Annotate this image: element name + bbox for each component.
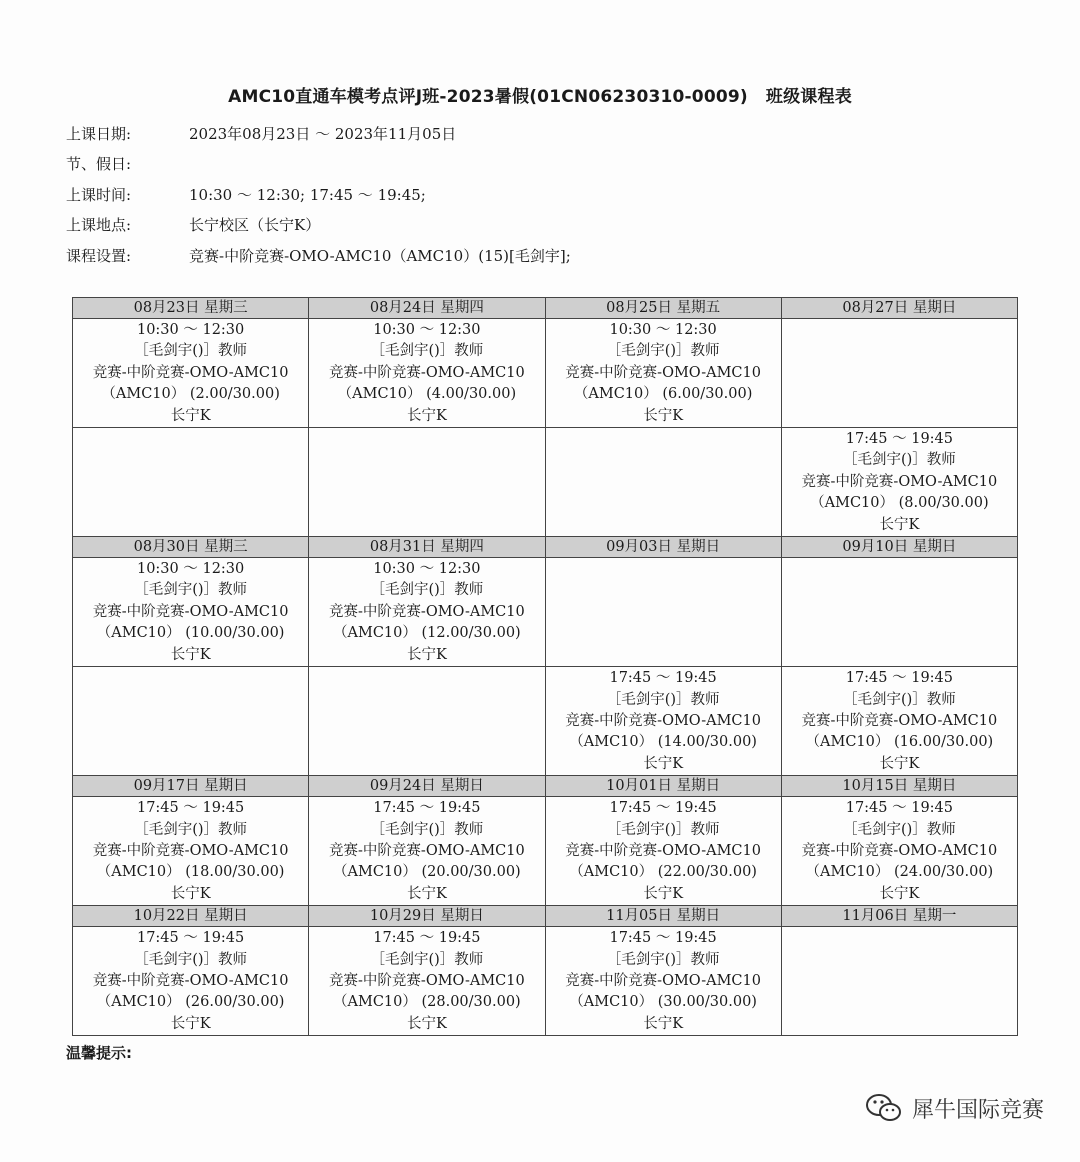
session-row-pm bbox=[73, 428, 1018, 537]
session-location: 长宁K bbox=[643, 407, 684, 424]
session-teacher: ［毛剑宇()］教师 bbox=[134, 821, 248, 838]
session-location: 长宁K bbox=[406, 646, 447, 663]
session-cell bbox=[73, 558, 309, 667]
session-location: 长宁K bbox=[879, 516, 920, 533]
page-title bbox=[0, 82, 1080, 107]
schedule-table bbox=[72, 297, 1018, 1036]
session-progress: （AMC10） (26.00/30.00) bbox=[96, 994, 285, 1011]
session-teacher: ［毛剑宇()］教师 bbox=[842, 452, 956, 469]
session-cell bbox=[781, 428, 1017, 537]
empty-cell bbox=[781, 319, 1017, 428]
session-time: 17:45 ～ 19:45 bbox=[845, 670, 954, 687]
session-progress: （AMC10） (30.00/30.00) bbox=[569, 994, 757, 1011]
session-location: 长宁K bbox=[643, 755, 684, 772]
day-header: 11月05日 星期日 bbox=[545, 906, 781, 927]
session-location: 长宁K bbox=[170, 885, 211, 902]
empty-cell bbox=[309, 428, 545, 537]
day-header: 11月06日 星期一 bbox=[781, 906, 1017, 927]
week-header-row bbox=[73, 298, 1018, 319]
session-time: 17:45 ～ 19:45 bbox=[609, 800, 717, 817]
session-progress: （AMC10） (12.00/30.00) bbox=[333, 625, 521, 642]
session-teacher: ［毛剑宇()］教师 bbox=[134, 951, 248, 968]
day-header: 08月25日 星期五 bbox=[545, 298, 781, 319]
session-progress: （AMC10） (6.00/30.00) bbox=[573, 386, 753, 403]
day-header: 09月24日 星期日 bbox=[309, 776, 545, 797]
session-course: 竞赛-中阶竞赛-OMO-AMC10 bbox=[565, 712, 761, 729]
empty-cell bbox=[545, 558, 781, 667]
session-time: 10:30 ～ 12:30 bbox=[373, 561, 481, 578]
session-teacher: ［毛剑宇()］教师 bbox=[606, 343, 720, 360]
session-time: 17:45 ～ 19:45 bbox=[136, 800, 245, 817]
session-time: 17:45 ～ 19:45 bbox=[373, 930, 481, 947]
session-cell bbox=[309, 797, 545, 906]
session-course: 竞赛-中阶竞赛-OMO-AMC10 bbox=[329, 972, 525, 989]
empty-cell bbox=[545, 428, 781, 537]
session-progress: （AMC10） (22.00/30.00) bbox=[569, 864, 757, 881]
day-header: 09月03日 星期日 bbox=[545, 537, 781, 558]
info-label: 上课日期: bbox=[66, 125, 132, 143]
session-cell bbox=[309, 319, 545, 428]
session-cell bbox=[781, 667, 1017, 776]
session-teacher: ［毛剑宇()］教师 bbox=[606, 691, 720, 708]
session-progress: （AMC10） (14.00/30.00) bbox=[569, 734, 757, 751]
session-course: 竞赛-中阶竞赛-OMO-AMC10 bbox=[801, 842, 998, 859]
session-time: 17:45 ～ 19:45 bbox=[373, 800, 481, 817]
empty-cell bbox=[73, 667, 309, 776]
info-label: 上课地点: bbox=[66, 216, 132, 234]
empty-cell bbox=[309, 667, 545, 776]
session-time: 10:30 ～ 12:30 bbox=[136, 561, 245, 578]
session-teacher: ［毛剑宇()］教师 bbox=[842, 821, 956, 838]
session-cell bbox=[545, 927, 781, 1036]
session-location: 长宁K bbox=[879, 885, 920, 902]
session-course: 竞赛-中阶竞赛-OMO-AMC10 bbox=[92, 972, 289, 989]
session-teacher: ［毛剑宇()］教师 bbox=[134, 343, 248, 360]
footer-tip: 温馨提示: bbox=[66, 1044, 132, 1062]
session-teacher: ［毛剑宇()］教师 bbox=[370, 951, 484, 968]
session-teacher: ［毛剑宇()］教师 bbox=[370, 582, 484, 599]
week-header-row bbox=[73, 776, 1018, 797]
session-cell bbox=[73, 319, 309, 428]
session-row-am bbox=[73, 558, 1018, 667]
day-header: 10月15日 星期日 bbox=[781, 776, 1017, 797]
week-header-row bbox=[73, 537, 1018, 558]
session-teacher: ［毛剑宇()］教师 bbox=[606, 951, 720, 968]
session-location: 长宁K bbox=[170, 407, 211, 424]
session-location: 长宁K bbox=[643, 885, 684, 902]
session-cell bbox=[545, 667, 781, 776]
session-cell bbox=[309, 558, 545, 667]
session-teacher: ［毛剑宇()］教师 bbox=[842, 691, 956, 708]
info-value: 10:30 ～ 12:30; 17:45 ～ 19:45; bbox=[189, 186, 426, 204]
day-header: 10月22日 星期日 bbox=[73, 906, 309, 927]
session-time: 17:45 ～ 19:45 bbox=[845, 431, 954, 448]
session-teacher: ［毛剑宇()］教师 bbox=[370, 343, 484, 360]
day-header: 08月31日 星期四 bbox=[309, 537, 545, 558]
session-course: 竞赛-中阶竞赛-OMO-AMC10 bbox=[329, 842, 525, 859]
session-teacher: ［毛剑宇()］教师 bbox=[606, 821, 720, 838]
day-header: 08月23日 星期三 bbox=[73, 298, 309, 319]
session-progress: （AMC10） (24.00/30.00) bbox=[805, 864, 994, 881]
session-teacher: ［毛剑宇()］教师 bbox=[134, 582, 248, 599]
session-course: 竞赛-中阶竞赛-OMO-AMC10 bbox=[801, 712, 998, 729]
info-label: 课程设置: bbox=[66, 247, 132, 265]
watermark bbox=[864, 1092, 1044, 1124]
session-progress: （AMC10） (18.00/30.00) bbox=[96, 864, 285, 881]
session-cell bbox=[545, 797, 781, 906]
day-header: 09月17日 星期日 bbox=[73, 776, 309, 797]
session-time: 17:45 ～ 19:45 bbox=[609, 670, 717, 687]
day-header: 08月24日 星期四 bbox=[309, 298, 545, 319]
wechat-icon bbox=[864, 1092, 904, 1124]
session-row-am bbox=[73, 319, 1018, 428]
session-time: 17:45 ～ 19:45 bbox=[609, 930, 717, 947]
session-cell bbox=[309, 927, 545, 1036]
session-progress: （AMC10） (28.00/30.00) bbox=[333, 994, 521, 1011]
session-location: 长宁K bbox=[879, 755, 920, 772]
session-row-pm bbox=[73, 667, 1018, 776]
session-course: 竞赛-中阶竞赛-OMO-AMC10 bbox=[329, 364, 525, 381]
session-course: 竞赛-中阶竞赛-OMO-AMC10 bbox=[92, 364, 289, 381]
session-progress: （AMC10） (4.00/30.00) bbox=[337, 386, 517, 403]
session-time: 10:30 ～ 12:30 bbox=[609, 322, 717, 338]
day-header: 10月29日 星期日 bbox=[309, 906, 545, 927]
session-row-am bbox=[73, 927, 1018, 1036]
info-value: 2023年08月23日 ～ 2023年11月05日 bbox=[189, 125, 457, 143]
session-progress: （AMC10） (20.00/30.00) bbox=[333, 864, 521, 881]
session-course: 竞赛-中阶竞赛-OMO-AMC10 bbox=[92, 842, 289, 859]
empty-cell bbox=[781, 558, 1017, 667]
title-suffix: 班级课程表 bbox=[765, 87, 852, 107]
session-time: 17:45 ～ 19:45 bbox=[136, 930, 245, 947]
day-header: 10月01日 星期日 bbox=[545, 776, 781, 797]
session-teacher: ［毛剑宇()］教师 bbox=[370, 821, 484, 838]
session-location: 长宁K bbox=[170, 1015, 211, 1032]
day-header: 08月30日 星期三 bbox=[73, 537, 309, 558]
day-header: 09月10日 星期日 bbox=[781, 537, 1017, 558]
info-value: 长宁校区（长宁K） bbox=[189, 216, 321, 234]
session-course: 竞赛-中阶竞赛-OMO-AMC10 bbox=[801, 473, 998, 490]
info-label: 节、假日: bbox=[66, 155, 132, 173]
session-progress: （AMC10） (2.00/30.00) bbox=[101, 386, 280, 403]
session-progress: （AMC10） (10.00/30.00) bbox=[96, 625, 285, 642]
session-time: 10:30 ～ 12:30 bbox=[373, 322, 481, 338]
watermark-text: 犀牛国际竞赛 bbox=[911, 1097, 1044, 1123]
session-course: 竞赛-中阶竞赛-OMO-AMC10 bbox=[565, 364, 761, 381]
session-course: 竞赛-中阶竞赛-OMO-AMC10 bbox=[329, 603, 525, 620]
session-course: 竞赛-中阶竞赛-OMO-AMC10 bbox=[92, 603, 289, 620]
session-time: 10:30 ～ 12:30 bbox=[136, 322, 245, 338]
session-progress: （AMC10） (8.00/30.00) bbox=[810, 495, 989, 512]
info-label: 上课时间: bbox=[66, 186, 132, 204]
session-location: 长宁K bbox=[406, 1015, 447, 1032]
session-location: 长宁K bbox=[170, 646, 211, 663]
empty-cell bbox=[73, 428, 309, 537]
session-course: 竞赛-中阶竞赛-OMO-AMC10 bbox=[565, 972, 761, 989]
session-location: 长宁K bbox=[406, 407, 447, 424]
session-cell bbox=[781, 797, 1017, 906]
session-course: 竞赛-中阶竞赛-OMO-AMC10 bbox=[565, 842, 761, 859]
session-location: 长宁K bbox=[643, 1015, 684, 1032]
empty-cell bbox=[781, 927, 1017, 1036]
info-value: 竞赛-中阶竞赛-OMO-AMC10（AMC10）(15)[毛剑宇]; bbox=[189, 247, 571, 265]
session-time: 17:45 ～ 19:45 bbox=[845, 800, 954, 817]
session-progress: （AMC10） (16.00/30.00) bbox=[805, 734, 994, 751]
title-main: AMC10直通车模考点评J班-2023暑假(01CN06230310-0009) bbox=[228, 87, 748, 107]
session-cell bbox=[73, 927, 309, 1036]
day-header: 08月27日 星期日 bbox=[781, 298, 1017, 319]
week-header-row bbox=[73, 906, 1018, 927]
session-location: 长宁K bbox=[406, 885, 447, 902]
session-cell bbox=[545, 319, 781, 428]
session-cell bbox=[73, 797, 309, 906]
session-row-am bbox=[73, 797, 1018, 906]
